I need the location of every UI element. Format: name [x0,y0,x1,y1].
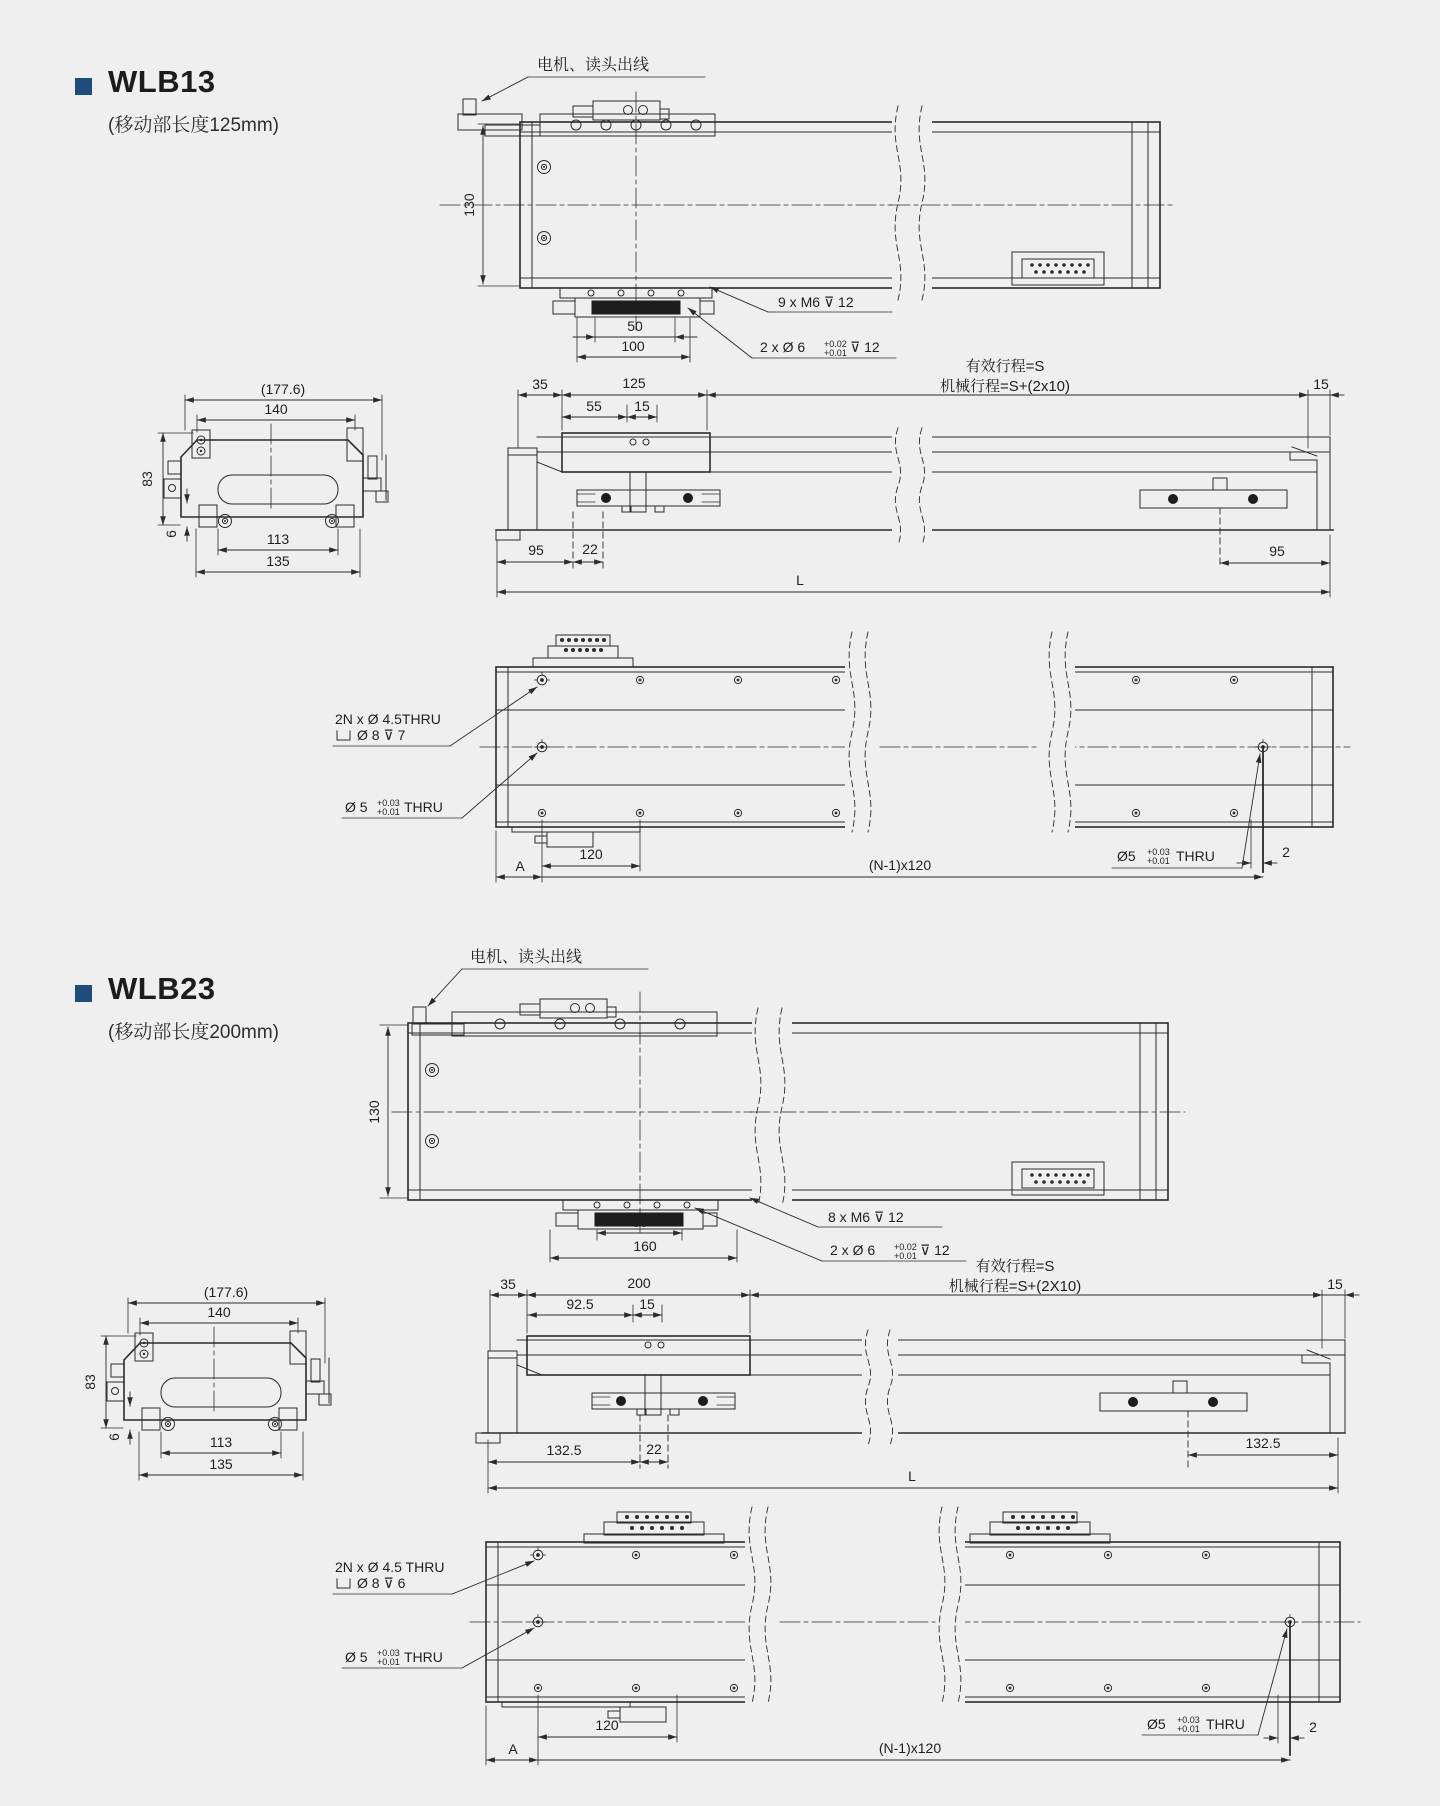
tapped-holes-label: 8 x M6 ⊽ 12 [828,1209,904,1225]
dim-2: 2 [1309,1719,1317,1735]
mechanical-stroke-label: 机械行程=S+(2X10) [948,1278,1082,1295]
wlb13-front-view [496,358,1344,597]
dim-L: L [796,572,804,588]
dim-130: 130 [366,1100,382,1124]
dim-120: 120 [579,846,603,862]
dim-95: 95 [528,542,544,558]
wlb23-bottom-view [333,1505,1360,1765]
dim-A: A [508,1741,518,1757]
section-bullet-icon [75,985,92,1002]
dim-50: 50 [627,318,643,334]
tolerance-upper: +0.03 [377,798,400,808]
mounting-holes-label: 2N x Ø 4.5 THRU [335,1559,445,1575]
dim-55: 55 [586,398,602,414]
pin-hole-right-thru: THRU [1206,1716,1245,1732]
pin-hole-label: Ø 5 [345,1649,368,1665]
dim-A: A [515,858,525,874]
dim-132-5: 132.5 [546,1442,582,1458]
cable-exit-label: 电机、读头出线 [537,57,650,74]
dim-2: 2 [1282,844,1290,860]
dim-35: 35 [532,376,548,392]
pin-holes-depth: ⊽ 12 [920,1242,950,1258]
tolerance-lower: +0.01 [824,348,847,358]
model-title: WLB13 [108,64,216,99]
tolerance-lower: +0.01 [377,807,400,817]
counterbore-icon [337,731,350,740]
effective-stroke-label: 有效行程=S [975,1258,1055,1275]
wlb13-plan-view [440,56,1175,362]
counterbore-label: Ø 8 ⊽ 7 [357,727,406,743]
section-bullet-icon [75,78,92,95]
dim-120: 120 [595,1717,619,1733]
mechanical-stroke-label: 机械行程=S+(2x10) [939,378,1071,395]
tolerance-upper: +0.03 [1147,847,1170,857]
wlb13-side-view [139,381,388,577]
tolerance-lower: +0.01 [894,1251,917,1261]
dim-160: 160 [633,1238,657,1254]
wlb23-plan-view [366,948,1185,1262]
counterbore-label: Ø 8 ⊽ 6 [357,1575,406,1591]
effective-stroke-label: 有效行程=S [965,358,1045,375]
dim-80: 80 [632,1214,648,1230]
dim-35: 35 [500,1276,516,1292]
mounting-holes-label: 2N x Ø 4.5THRU [335,711,441,727]
dim-table-length: 125 [622,375,646,391]
tolerance-upper: +0.03 [377,1648,400,1658]
pin-hole-thru: THRU [404,799,443,815]
dim-22: 22 [582,541,598,557]
tolerance-upper: +0.02 [894,1242,917,1252]
dim-pitch: (N-1)x120 [878,1740,942,1756]
pin-hole-right-label: Ø5 [1147,1716,1166,1732]
wlb23-front-view [476,1258,1359,1493]
dim-92-5: 92.5 [566,1296,594,1312]
wlb13-drawings [139,56,1350,882]
pin-holes-depth: ⊽ 12 [850,339,880,355]
wlb23-side-view [82,1284,331,1480]
dim-15-right: 15 [1313,376,1329,392]
dim-pitch: (N-1)x120 [868,857,932,873]
pin-hole-label: Ø 5 [345,799,368,815]
dim-100: 100 [621,338,645,354]
model-note: (移动部长度125mm) [108,115,280,136]
model-note: (移动部长度200mm) [108,1022,280,1043]
dim-L: L [908,1468,916,1484]
pin-holes-label: 2 x Ø 6 [830,1242,876,1258]
dim-130: 130 [461,193,477,217]
model-title: WLB23 [108,971,216,1006]
dim-95-right: 95 [1269,543,1285,559]
wlb23-drawings [82,948,1360,1765]
dim-15: 15 [634,398,650,414]
cable-exit-label: 电机、读头出线 [470,949,583,966]
tapped-holes-label: 9 x M6 ⊽ 12 [778,294,854,310]
pin-hole-right-thru: THRU [1176,848,1215,864]
pin-hole-thru: THRU [404,1649,443,1665]
tolerance-upper: +0.02 [824,339,847,349]
counterbore-icon [337,1579,350,1588]
tolerance-lower: +0.01 [377,1657,400,1667]
dim-22: 22 [646,1441,662,1457]
tolerance-lower: +0.01 [1147,856,1170,866]
pin-hole-right-label: Ø5 [1117,848,1136,864]
pin-holes-label: 2 x Ø 6 [760,339,806,355]
tolerance-upper: +0.03 [1177,1715,1200,1725]
dim-15-right: 15 [1327,1276,1343,1292]
dim-132-5-right: 132.5 [1245,1435,1281,1451]
dim-15: 15 [639,1296,655,1312]
wlb13-bottom-view [333,630,1350,882]
dim-table-length: 200 [627,1275,651,1291]
tolerance-lower: +0.01 [1177,1724,1200,1734]
